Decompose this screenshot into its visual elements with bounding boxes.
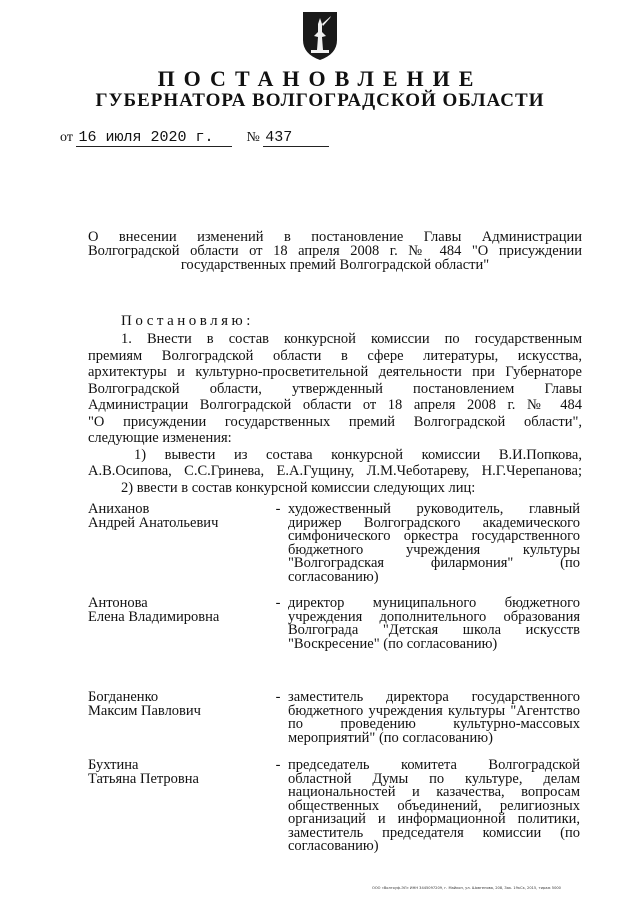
member-given-name: Андрей Анатольевич	[88, 514, 219, 531]
member-role: председатель комитета Волгоградской областной Думы по культуре, делам национальностей и казачества, вопросам общественных объединений, религиозных организаций и информационной политики, заместитель председателя комиссии (по согласованию)	[288, 757, 580, 854]
member-role: заместитель директора государственного бюджетного учреждения культуры "Агентство по проведению культурно-массовых мероприятий" (по согласованию)	[288, 689, 580, 746]
body-line: Администрации Волгоградской области от 18 апреля 2008 г. № 484	[88, 397, 582, 413]
member-dash: -	[275, 757, 281, 773]
member-dash: -	[275, 501, 281, 517]
member-name	[88, 597, 268, 624]
document-title: ПОСТАНОВЛЕНИЕ	[157, 66, 483, 91]
member-given-name: Татьяна Петровна	[88, 770, 199, 787]
member-role: директор муниципального бюджетного учреждения дополнительного образования Волгограда "Детская школа искусств "Воскресение" (по согласованию)	[288, 595, 580, 652]
member-entry	[88, 503, 582, 597]
body-line: 2) ввести в состав конкурсной комиссии следующих лиц:	[121, 479, 476, 496]
member-dash: -	[275, 595, 281, 611]
body-line: следующие изменения:	[88, 430, 232, 446]
member-given-name: Елена Владимировна	[88, 608, 220, 625]
document-issuer: ГУБЕРНАТОРА ВОЛГОГРАДСКОЙ ОБЛАСТИ	[95, 90, 545, 111]
from-label: от	[60, 130, 73, 145]
member-name	[88, 691, 268, 718]
body-line: 1) вывести из состава конкурсной комиссии В.И.Попкова,	[134, 446, 582, 463]
body-line: премиям Волгоградской области в сфере литературы, искусства,	[88, 347, 582, 364]
body-line: Волгоградской области, утвержденный постановлением Главы	[88, 380, 582, 397]
printer-imprint: ООО «Волгоуф-ЭЛ» ИНН 3445097209, г. Майкоп, ул. Шовгенова, 208, Зак. 19кСк, 2015, тираж 5000	[372, 886, 561, 890]
decree-date: 16 июля 2020 г.	[76, 129, 232, 147]
number-label: №	[246, 130, 260, 145]
subject-line: государственных премий Волгоградской области"	[180, 257, 490, 273]
decree-number: 437	[263, 129, 329, 147]
decree-heading: Постановляю:	[121, 313, 254, 329]
volgograd-emblem-icon	[301, 10, 339, 62]
member-surname: Антонова	[88, 595, 148, 611]
body-line: архитектуры и культурно-просветительной деятельности при Губернаторе	[88, 364, 582, 380]
subject-line: Волгоградской области от 18 апреля 2008 г. № 484 "О присуждении	[88, 243, 582, 259]
body-line: А.В.Осипова, С.С.Гринева, Е.А.Гущину, Л.М.Чеботареву, Н.Г.Черепанова;	[88, 463, 582, 479]
member-dash: -	[275, 689, 281, 705]
member-entry	[88, 759, 582, 853]
member-surname: Богданенко	[88, 689, 159, 705]
subject-line: О внесении изменений в постановление Главы Администрации	[88, 229, 582, 245]
member-role: художественный руководитель, главный дирижер Волгоградского академического симфонического оркестра государственного бюджетного учреждения культуры "Волгоградская филармония" (по согласованию)	[288, 501, 580, 585]
dateline	[60, 129, 329, 147]
member-entry	[88, 691, 582, 759]
member-surname: Бухтина	[88, 757, 139, 773]
member-entry	[88, 597, 582, 691]
body-line: 1. Внести в состав конкурсной комиссии по государственным	[121, 331, 582, 347]
member-surname: Аниханов	[88, 501, 150, 517]
body-line: "О присуждении государственных премий Волгоградской области",	[88, 413, 582, 430]
decree-subject	[88, 230, 582, 272]
member-given-name: Максим Павлович	[88, 702, 201, 719]
member-name	[88, 503, 268, 530]
member-name	[88, 759, 268, 786]
decree-body	[88, 331, 582, 496]
members-list	[88, 503, 582, 853]
